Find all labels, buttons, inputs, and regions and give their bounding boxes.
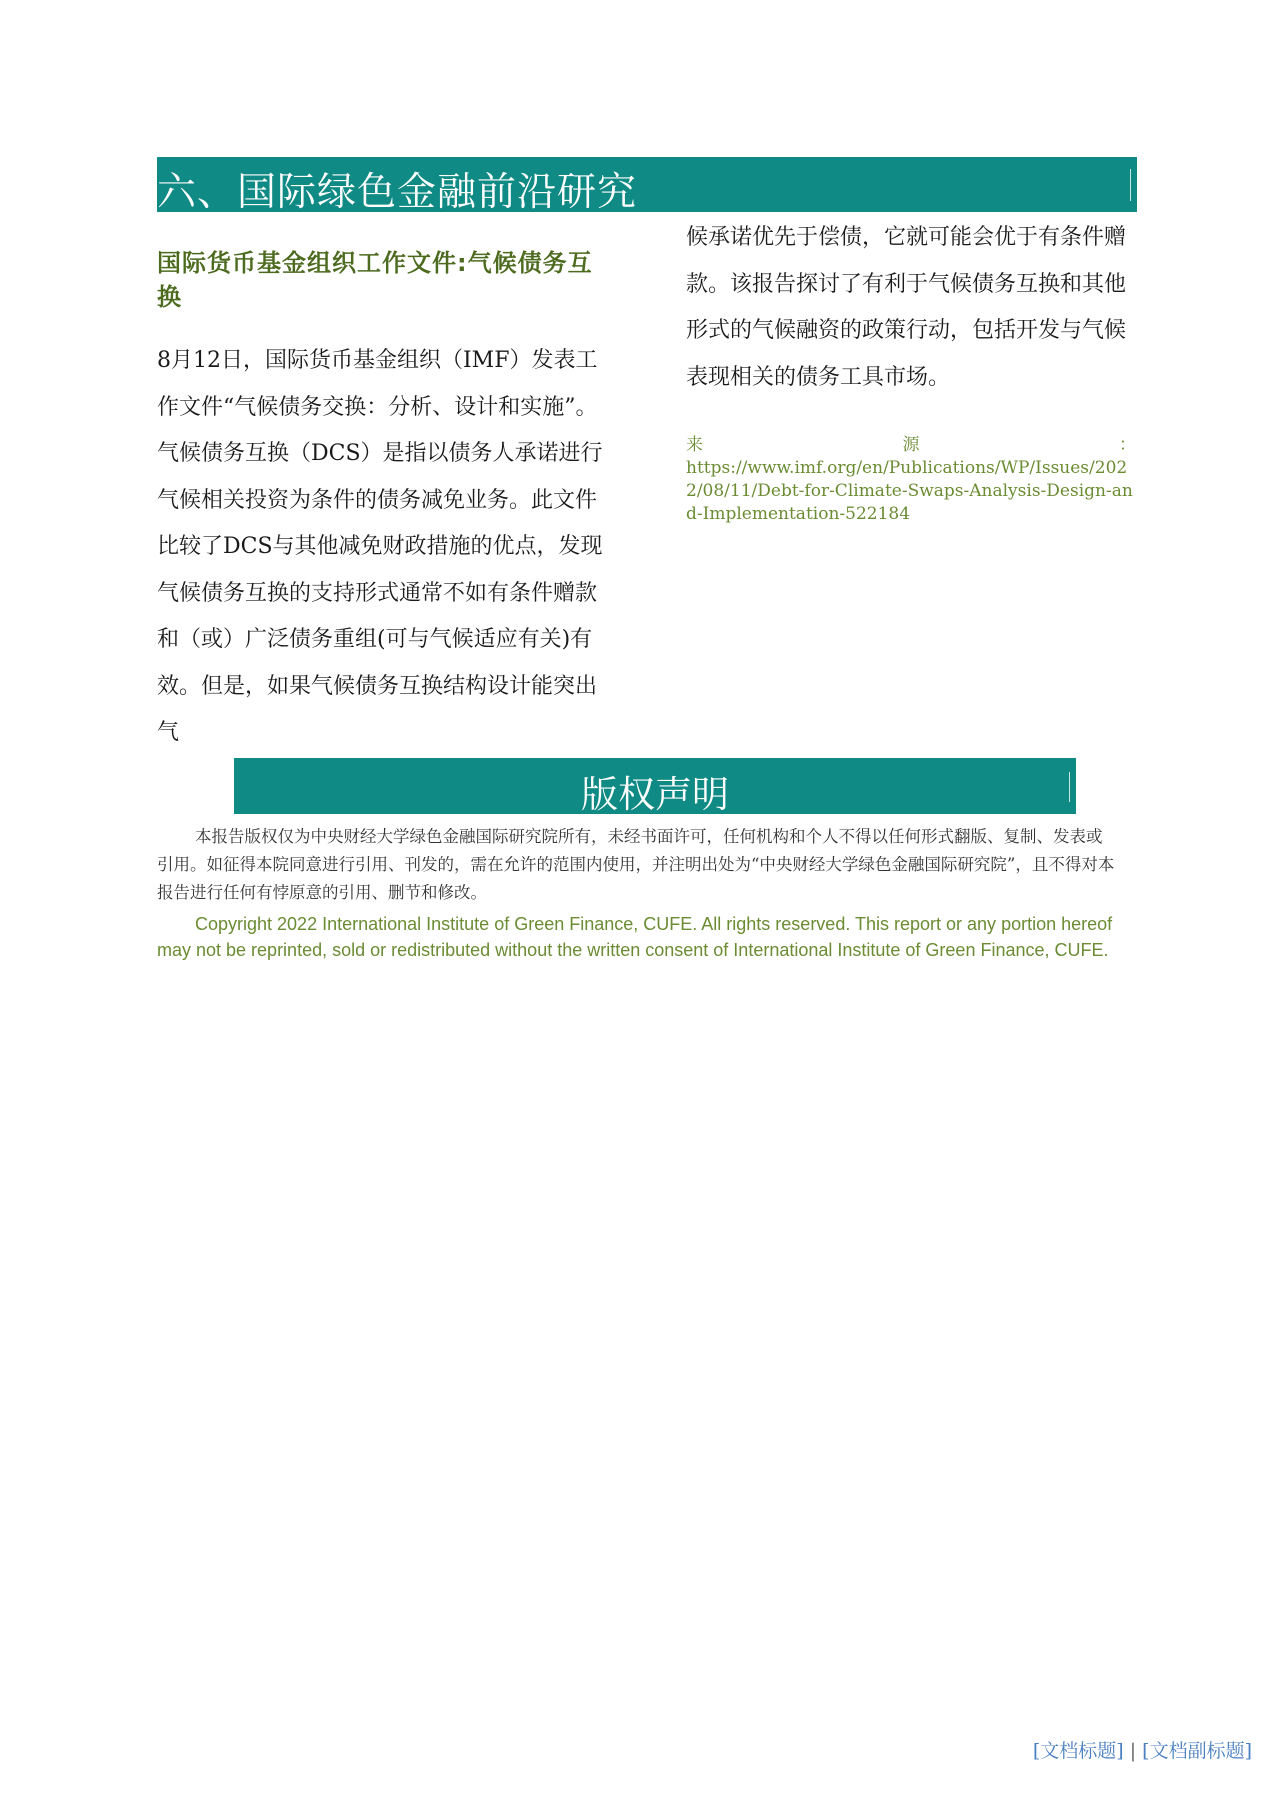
copyright-notice-en: Copyright 2022 International Institute of Green Finance, CUFE. All rights reserved. This report or any portion hereof may not be reprinted, sold or redistributed without the written consent of International Institute of Green Finance, CUFE.	[157, 914, 1113, 960]
footer-doc-subtitle: [文档副标题]	[1142, 1740, 1252, 1762]
copyright-notice-cn: 本报告版权仅为中央财经大学绿色金融国际研究院所有，未经书面许可，任何机构和个人不得以任何形式翻版、复制、发表或引用。如征得本院同意进行引用、刊发的，需在允许的范围内使用，并注明出处为“中央财经大学绿色金融国际研究院”，且不得对本报告进行任何有悖原意的引用、删节和修改。	[157, 827, 1115, 902]
footer-doc-title: [文档标题]	[1032, 1740, 1124, 1762]
article-title: 国际货币基金组织工作文件:气候债务互换	[157, 249, 593, 311]
copyright-header-bar	[234, 758, 1076, 814]
page-footer	[1033, 1736, 1252, 1763]
copyright-bar-marker	[1069, 772, 1070, 802]
article-right-column	[686, 215, 1136, 401]
section-header-bar	[157, 157, 1137, 215]
header-bar-marker	[1130, 169, 1131, 201]
article-source	[686, 434, 1136, 526]
source-label-colon: ：	[1119, 435, 1136, 455]
footer-separator: |	[1129, 1740, 1137, 1762]
source-label	[686, 434, 1136, 457]
source-label-char2: 源	[902, 435, 920, 455]
article-left-column	[157, 246, 607, 757]
article-body-left: 8月12日，国际货币基金组织（IMF）发表工作文件“气候债务交换：分析、设计和实施”。气候债务互换（DCS）是指以债务人承诺进行气候相关投资为条件的债务减免业务。此文件比较了DCS与其他减免财政措施的优点，发现气候债务互换的支持形式通常不如有条件赠款和（或）广泛债务重组(可与气候适应有关)有效。但是，如果气候债务互换结构设计能突出气	[157, 348, 603, 745]
article-body-right: 候承诺优先于偿债，它就可能会优于有条件赠款。该报告探讨了有利于气候债务互换和其他形式的气候融资的政策行动，包括开发与气候表现相关的债务工具市场。	[686, 225, 1127, 390]
source-label-char1: 来	[686, 435, 703, 455]
source-url-link[interactable]: https://www.imf.org/en/Publications/WP/Issues/2022/08/11/Debt-for-Climate-Swaps-Analysis-Design-and-Implementation-522184	[686, 458, 1133, 524]
copyright-title: 版权声明	[581, 773, 729, 816]
section-title: 六、国际绿色金融前沿研究	[157, 170, 638, 215]
